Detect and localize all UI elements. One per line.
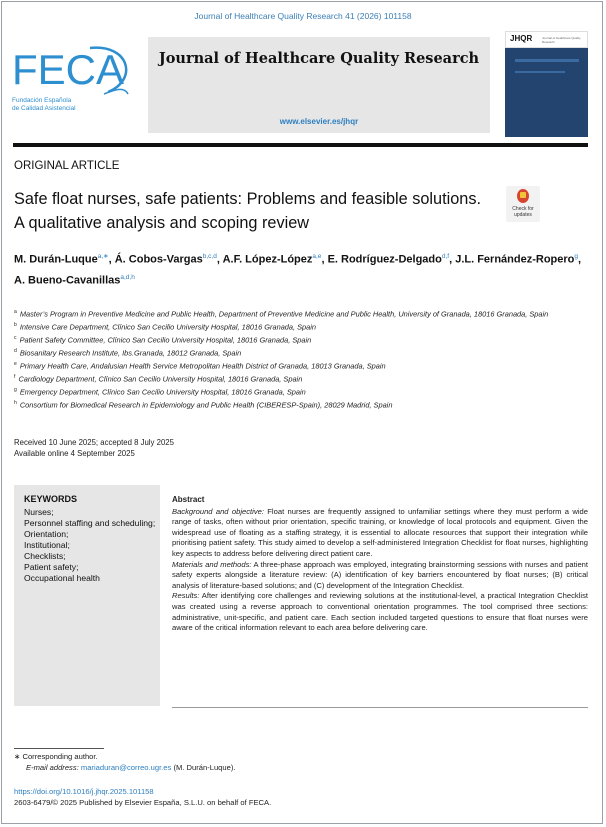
affiliation-text: Patient Safety Committee, Clínico San Cecilio University Hospital, 18016 Granada, Spain [19,335,312,345]
abstract-divider [172,707,588,708]
affiliation-key: c [14,335,17,342]
keyword-item: Personnel staffing and scheduling; [24,518,156,528]
crossmark-label-line-2: updates [514,212,532,218]
keywords-list [24,507,156,584]
journal-url-link[interactable]: www.elsevier.es/jhqr [279,117,359,126]
article-dates [14,438,174,459]
affiliation-item [14,398,589,411]
feca-logo [12,42,142,132]
author-name[interactable]: E. Rodríguez-Delgado [327,253,442,266]
feca-logo-subtitle [12,97,132,113]
keyword-item: Orientation; [24,529,69,539]
abstract-section-text: After identifying core challenges and reviewing solutions at the institutional-level, a practical Integration Checklist was created using a reverse approach to conventional orientation programmes. The tool comprised three sections: administrative, unit-specific, and patient care. Each section included targeted questions to ensure that float nurses were aware of the critical information relevant to each area before delivering care. [172,591,588,633]
affiliation-text: Consortium for Biomedical Research in Epidemiology and Public Health (CIBERESP-Spain), 28029 Madrid, Spain [19,400,393,410]
abstract-heading: Abstract [172,495,205,504]
journal-reference[interactable]: Journal of Healthcare Quality Research 41 (2026) 101158 [194,11,412,21]
keyword-item: Patient safety; [24,562,79,572]
doi-link[interactable]: https://doi.org/10.1016/j.jhqr.2025.101158 [14,787,154,796]
crossmark-label-line-1: Check for [512,206,534,212]
affiliation-item [14,346,589,359]
article-title: Safe float nurses, safe patients: Problems and feasible solutions. A qualitative analysis and scoping review [14,190,481,232]
abstract-section [172,560,588,592]
affiliation-item [14,359,589,372]
cover-decoration [515,59,579,62]
affiliation-key: a [14,309,17,315]
cover-label: JHQR [510,34,533,43]
article-type: ORIGINAL ARTICLE [14,160,120,172]
cover-subtitle: Journal of Healthcare Quality Research [542,36,581,44]
affiliation-key: d [14,348,17,355]
affiliation-list [14,307,589,412]
affiliation-text: Emergency Department, Clínico San Cecilio University Hospital, 18016 Granada, Spain [19,387,306,397]
feca-logo-mark [12,42,137,97]
abstract-section [172,507,588,560]
abstract [172,495,588,634]
cover-header [505,31,588,48]
keywords-heading: KEYWORDS [24,494,78,504]
email-link[interactable]: mariaduran@correo.ugr.es [80,762,172,772]
abstract-section-label: Background and objective: [172,506,264,516]
author-separator: , [108,253,115,266]
affiliation-item [14,320,589,333]
email-suffix: (M. Durán-Luque). [171,762,236,772]
copyright-line: 2603-6479/© 2025 Published by Elsevier España, S.L.U. on behalf of FECA. [14,798,272,807]
abstract-section-label: Results: [172,591,200,601]
keywords-box [14,485,160,706]
affiliation-key: f [14,374,16,381]
affiliation-item [14,385,589,398]
keyword-item: Nurses; [24,507,54,517]
author-affiliation-marks[interactable]: b,c,d [202,253,217,260]
abstract-section [172,591,588,633]
keyword-item: Checklists; [24,551,66,561]
affiliation-key: g [14,387,17,394]
corresponding-author-note: ∗ Corresponding author. [14,752,98,761]
received-date: Received 10 June 2025; accepted 8 July 2025 [14,438,174,447]
journal-banner [148,37,490,133]
footnote-divider [14,748,104,749]
abstract-section-text: Float nurses are frequently assigned to unfamiliar settings where they must perform a wide range of tasks, often without prior orientation, specific training, or knowledge of local protocols and equipment. Given the widespread use of floating as a staffing strategy, it is essential to allocate resources that support their integration while prioritising patient safety. This study aimed to develop a self-administered Integration Checklist for float nurses, highlighting key aspects to address before delivering direct patient care. [172,506,588,558]
affiliation-key: e [14,361,17,368]
header-divider [13,143,588,147]
author-name[interactable]: Á. Cobos-Vargas [114,253,203,266]
author-affiliation-marks[interactable]: a,e [312,253,322,260]
affiliation-item [14,307,589,320]
affiliation-item [14,372,589,385]
affiliation-key: h [14,400,17,407]
author-affiliation-marks[interactable]: g [574,253,579,260]
author-name[interactable]: A.F. López-López [222,253,313,266]
journal-title: Journal of Healthcare Quality Research [158,50,480,67]
affiliation-item [14,333,589,346]
author-separator: , [216,253,223,266]
email-line [14,763,235,774]
author-separator: , [321,253,328,266]
keyword-item: Occupational health [24,573,100,583]
abstract-section-label: Materials and methods: [172,559,252,569]
logo-subtitle-line-2: de Calidad Asistencial [12,105,76,112]
cover-decoration [515,71,565,73]
footnote [14,752,235,773]
abstract-section-text: A three-phase approach was employed, integrating brainstorming sessions with nurses and patient safety experts alongside a literature review: (A) identification of key barriers encountered by float nurses; (B) critical analysis of literature-based solutions; and (C) development of the Integration Checklist. [172,559,588,590]
affiliation-text: Biosanitary Research Institute, Ibs.Granada, 18012 Granada, Spain [19,348,242,358]
crossmark-icon [517,189,529,203]
author-affiliation-marks[interactable]: d,f [441,253,450,260]
author-separator: , [578,253,582,266]
author-separator: , [449,253,453,266]
check-for-updates-button[interactable] [506,186,540,222]
journal-cover-thumbnail[interactable] [505,31,588,137]
email-label: E-mail address: [26,762,81,772]
author-affiliation-marks[interactable]: a,∗ [97,253,109,260]
affiliation-key: b [14,322,17,329]
author-name[interactable]: J.L. Fernández-Ropero [455,253,575,266]
affiliation-text: Intensive Care Department, Clínico San Cecilio University Hospital, 18016 Granada, Spain [19,322,317,332]
affiliation-text: Master’s Program in Preventive Medicine and Public Health, Department of Preventive Medicine and Public Health, University of Granada, 18016 Granada, Spain [19,309,549,319]
online-date: Available online 4 September 2025 [14,448,135,458]
author-affiliation-marks[interactable]: a,d,h [120,273,135,281]
logo-subtitle-line-1: Fundación Española [12,97,72,104]
author-name[interactable]: M. Durán-Luque [14,253,98,266]
crossmark-label [506,206,540,218]
author-list [14,248,589,289]
affiliation-text: Primary Health Care, Andalusian Health Service Metropolitan Health District of Granada, 18013 Granada, Spain [19,361,386,371]
keyword-item: Institutional; [24,540,70,550]
affiliation-text: Cardiology Department, Clínico San Cecilio University Hospital, 18016 Granada, Spain [18,374,303,384]
author-name[interactable]: A. Bueno-Cavanillas [14,274,121,287]
feca-logo-text: FECA [12,46,125,93]
